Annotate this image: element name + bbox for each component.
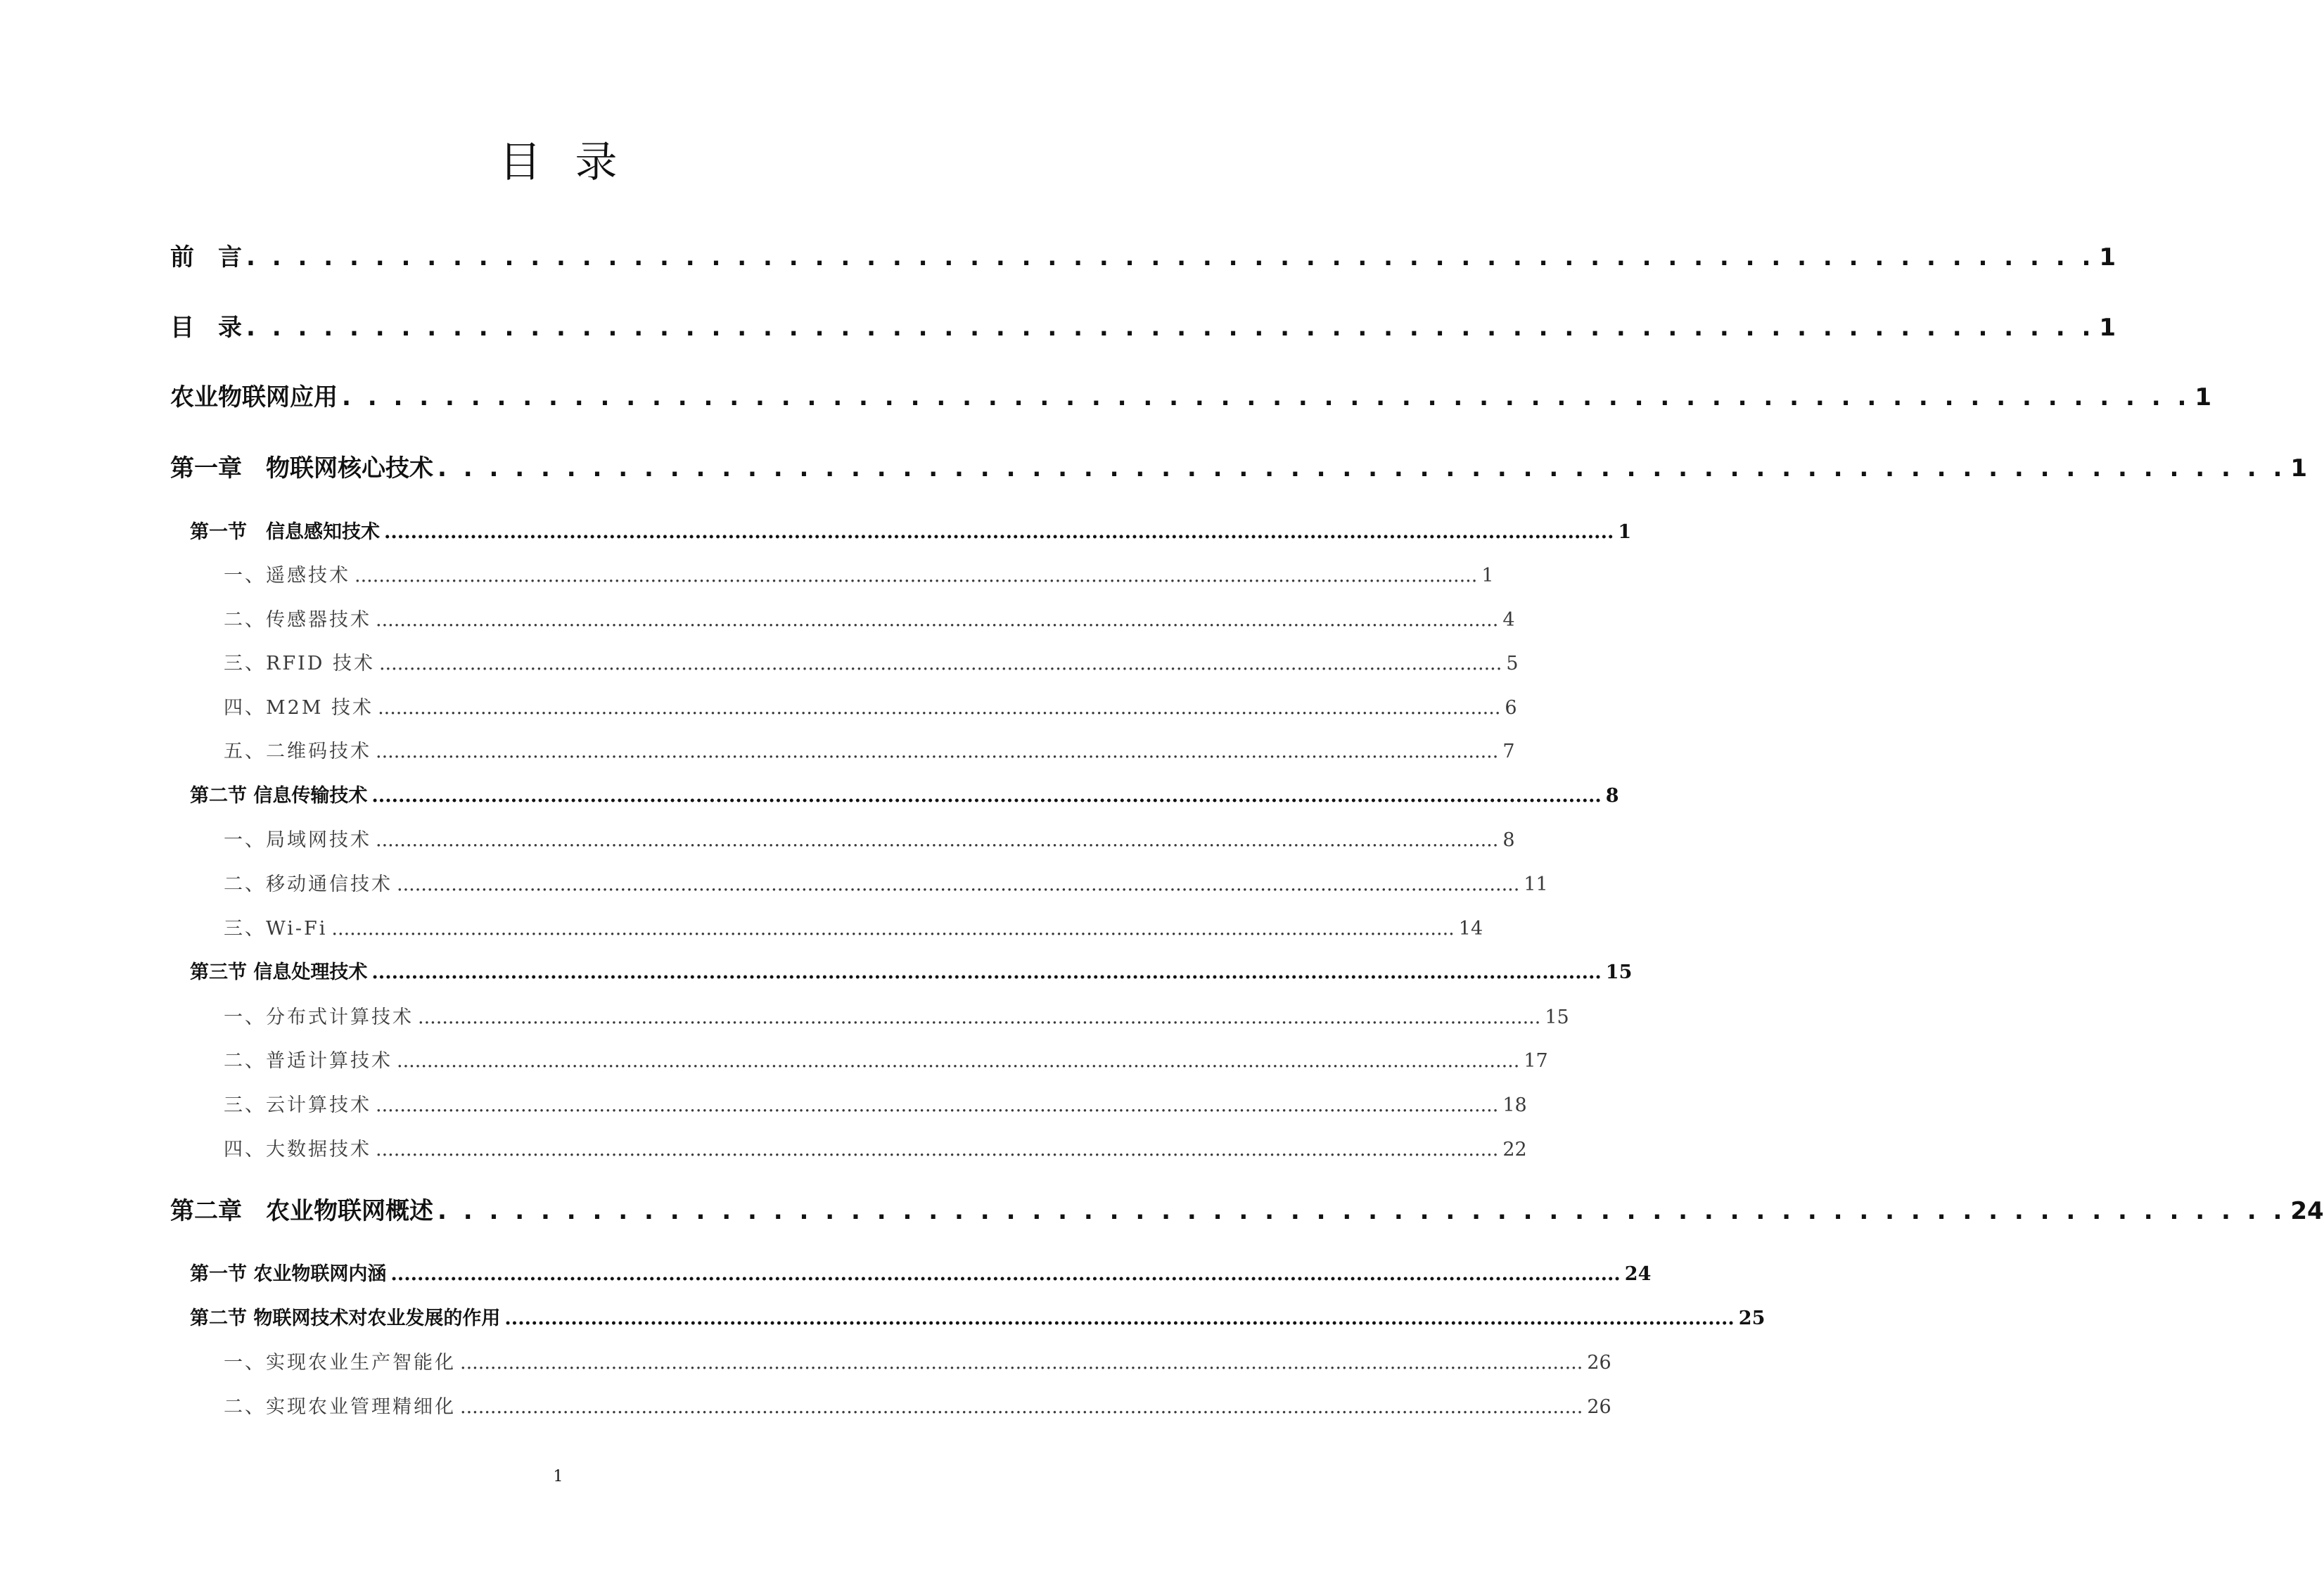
- toc-entry-page: 14: [1458, 918, 1483, 940]
- toc-entry-page: 6: [1505, 697, 1517, 719]
- dot-leader: ..........................................................................................................................................................................................: [376, 741, 1499, 762]
- toc-entry-label: 五、二维码技术: [224, 741, 371, 762]
- toc-entry-item[interactable]: [224, 1137, 1527, 1163]
- toc-entry-label: 第二章 农业物联网概述: [170, 1197, 433, 1225]
- toc-entry-label: 二、普适计算技术: [224, 1050, 392, 1072]
- dot-leader: ..........................................................................................................................................................................................: [376, 1094, 1499, 1116]
- toc-entry-page: 11: [1524, 874, 1548, 895]
- toc-entry-label: 第二节 物联网技术对农业发展的作用: [190, 1308, 501, 1329]
- toc-entry-label: 一、分布式计算技术: [224, 1006, 414, 1028]
- toc-entry-item[interactable]: [224, 828, 1515, 853]
- dot-leader: ..........................................................................................................................................................................................: [378, 653, 1502, 675]
- toc-entry-page: 1: [2195, 383, 2212, 411]
- page-title: 目录: [499, 138, 651, 187]
- toc-entry-section-1-3[interactable]: [190, 960, 1633, 985]
- toc-entry-page: 1: [1481, 565, 1494, 587]
- dot-leader: ..........................................................................................................................................................................................: [376, 829, 1499, 851]
- toc-entry-label: 第一章 物联网核心技术: [170, 454, 433, 482]
- dot-leader: . . . . . . . . . . . . . . . . . . . . . . . . . . . . . . . . . . . . . . . . . . . . . . . . . . . . . . . . . . . . . . . . . . . . . . . .: [246, 243, 2095, 271]
- toc-entry-label: 二、实现农业管理精细化: [224, 1396, 456, 1418]
- toc-entry-item[interactable]: [224, 563, 1494, 589]
- toc-entry-item[interactable]: [224, 1005, 1569, 1030]
- toc-entry-label: 目 录: [170, 314, 242, 342]
- dot-leader: ..........................................................................................................................................................................................: [376, 1139, 1499, 1161]
- toc-entry-section-2-1[interactable]: [190, 1262, 1652, 1287]
- toc-entry-item[interactable]: [224, 651, 1519, 677]
- toc-entry-page: 7: [1502, 741, 1515, 762]
- toc-entry-agri-iot-application[interactable]: [170, 382, 2212, 413]
- toc-entry-label: 二、移动通信技术: [224, 874, 392, 895]
- page-number: 1: [553, 1468, 563, 1485]
- toc-entry-label: 三、Wi-Fi: [224, 918, 328, 940]
- toc-entry-page: 26: [1587, 1396, 1611, 1418]
- toc-entry-section-1-2[interactable]: [190, 784, 1619, 809]
- toc-entry-page: 25: [1738, 1308, 1766, 1329]
- toc-entry-page: 17: [1524, 1050, 1548, 1072]
- dot-leader: ..........................................................................................................................................................................................: [378, 697, 1501, 719]
- dot-leader: ..........................................................................................................................................................................................: [397, 874, 1520, 895]
- toc-entry-page: 8: [1605, 785, 1619, 807]
- toc-entry-label: 二、传感器技术: [224, 609, 371, 631]
- toc-entry-page: 15: [1545, 1006, 1569, 1028]
- dot-leader: ..........................................................................................................................................................................................: [355, 565, 1478, 587]
- toc-entry-page: 24: [2290, 1197, 2324, 1225]
- dot-leader: ..........................................................................................................................................................................................: [504, 1308, 1735, 1329]
- toc-entry-label: 第三节 信息处理技术: [190, 961, 368, 983]
- dot-leader: . . . . . . . . . . . . . . . . . . . . . . . . . . . . . . . . . . . . . . . . . . . . . . . . . . . . . . . . . . . . . . . . . . . . . . . .: [342, 383, 2191, 411]
- dot-leader: ..........................................................................................................................................................................................: [418, 1006, 1541, 1028]
- toc-entry-item[interactable]: [224, 1049, 1548, 1074]
- toc-entry-page: 1: [2099, 243, 2116, 271]
- toc-entry-item[interactable]: [224, 872, 1548, 897]
- toc-entry-page: 15: [1605, 961, 1633, 983]
- toc-entry-label: 三、云计算技术: [224, 1094, 371, 1116]
- toc-entry-page: 1: [2290, 454, 2308, 482]
- toc-entry-item[interactable]: [224, 916, 1483, 942]
- dot-leader: . . . . . . . . . . . . . . . . . . . . . . . . . . . . . . . . . . . . . . . . . . . . . . . . . . . . . . . . . . . . . . . . . . . . . . . .: [246, 314, 2095, 342]
- dot-leader: ..........................................................................................................................................................................................: [460, 1352, 1583, 1374]
- toc-entry-label: 四、M2M 技术: [224, 697, 374, 719]
- dot-leader: ..........................................................................................................................................................................................: [371, 785, 1602, 807]
- toc-entry-label: 第一节 信息感知技术: [190, 521, 380, 543]
- toc-entry-contents[interactable]: [170, 312, 2116, 343]
- toc-entry-item[interactable]: [224, 696, 1517, 721]
- toc-entry-item[interactable]: [224, 1350, 1611, 1376]
- toc-entry-page: 8: [1502, 829, 1515, 851]
- dot-leader: ..........................................................................................................................................................................................: [384, 521, 1614, 543]
- toc-entry-item[interactable]: [224, 1093, 1527, 1118]
- toc-entry-label: 一、实现农业生产智能化: [224, 1352, 456, 1374]
- toc-entry-page: 5: [1506, 653, 1519, 675]
- toc-entry-chapter-1[interactable]: [170, 453, 2308, 484]
- dot-leader: . . . . . . . . . . . . . . . . . . . . . . . . . . . . . . . . . . . . . . . . . . . . . . . . . . . . . . . . . . . . . . . . . . . . . . . .: [438, 1197, 2287, 1225]
- dot-leader: ..........................................................................................................................................................................................: [390, 1263, 1621, 1285]
- dot-leader: ..........................................................................................................................................................................................: [371, 961, 1602, 983]
- toc-entry-item[interactable]: [224, 1395, 1611, 1420]
- dot-leader: ..........................................................................................................................................................................................: [397, 1050, 1520, 1072]
- dot-leader: . . . . . . . . . . . . . . . . . . . . . . . . . . . . . . . . . . . . . . . . . . . . . . . . . . . . . . . . . . . . . . . . . . . . . . . .: [438, 454, 2287, 482]
- toc-entry-label: 农业物联网应用: [170, 383, 338, 411]
- toc-entry-page: 18: [1502, 1094, 1527, 1116]
- dot-leader: ..........................................................................................................................................................................................: [331, 918, 1455, 940]
- toc-entry-label: 一、遥感技术: [224, 565, 350, 587]
- dot-leader: ..........................................................................................................................................................................................: [376, 609, 1499, 631]
- toc-entry-preface[interactable]: [170, 242, 2116, 273]
- toc-entry-page: 22: [1502, 1139, 1527, 1161]
- dot-leader: ..........................................................................................................................................................................................: [460, 1396, 1583, 1418]
- toc-entry-item[interactable]: [224, 739, 1515, 765]
- toc-entry-label: 一、局域网技术: [224, 829, 371, 851]
- toc-entry-page: 24: [1624, 1263, 1652, 1285]
- toc-entry-label: 前 言: [170, 243, 242, 271]
- toc-entry-page: 26: [1587, 1352, 1611, 1374]
- toc-entry-page: 4: [1502, 609, 1515, 631]
- toc-entry-label: 第一节 农业物联网内涵: [190, 1263, 387, 1285]
- toc-entry-chapter-2[interactable]: [170, 1196, 2324, 1227]
- toc-entry-page: 1: [2099, 314, 2116, 342]
- toc-entry-label: 三、RFID 技术: [224, 653, 375, 675]
- toc-entry-section-2-2[interactable]: [190, 1306, 1766, 1331]
- toc-entry-label: 第二节 信息传输技术: [190, 785, 368, 807]
- toc-entry-item[interactable]: [224, 608, 1515, 633]
- toc-entry-label: 四、大数据技术: [224, 1139, 371, 1161]
- toc-entry-section-1-1[interactable]: [190, 520, 1632, 545]
- toc-entry-page: 1: [1618, 521, 1632, 543]
